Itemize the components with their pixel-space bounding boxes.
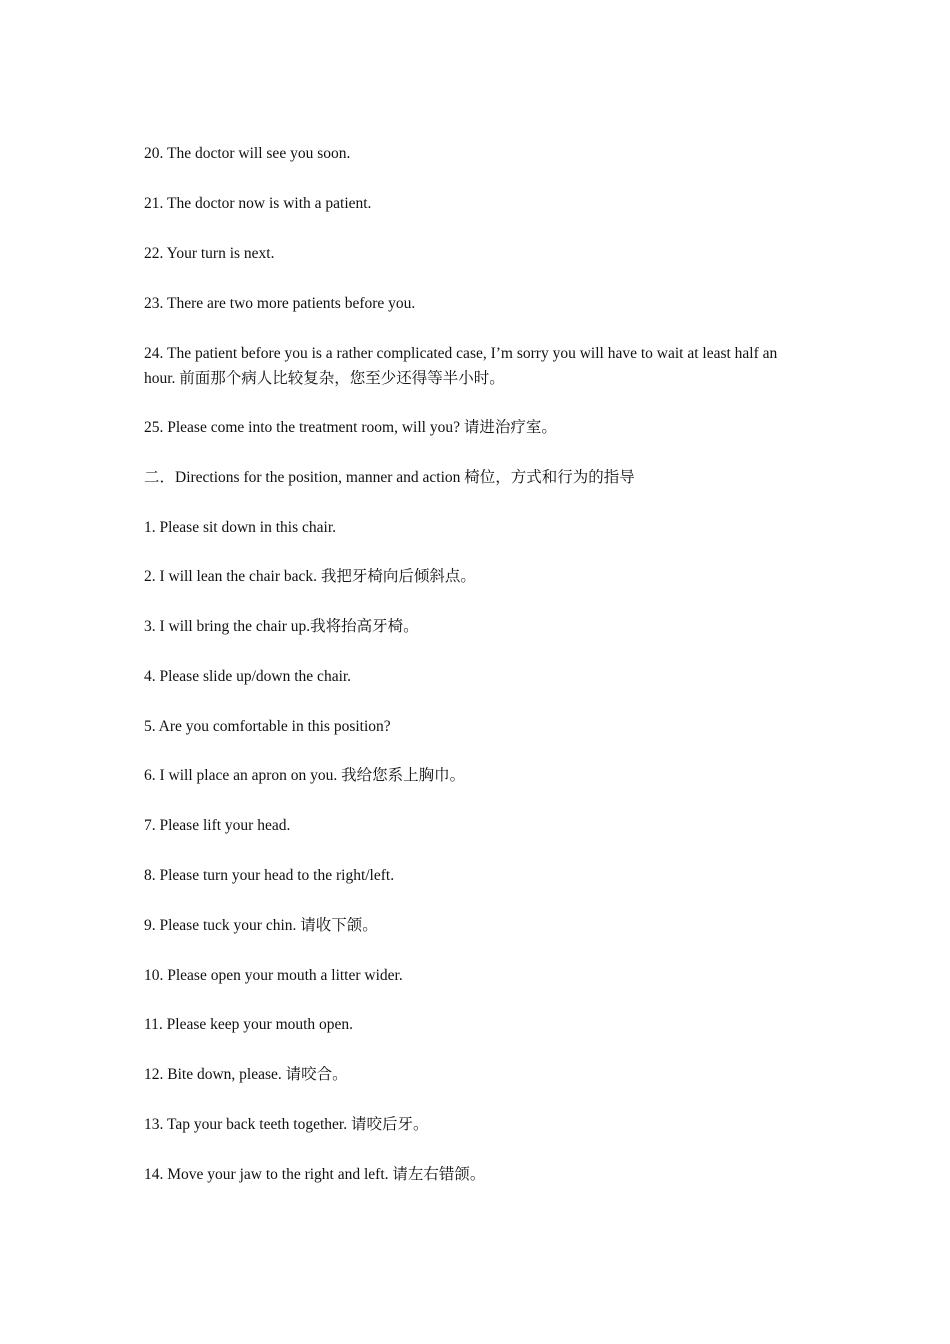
phrase-23: 23. There are two more patients before you. (144, 295, 416, 312)
phrase-21: 21. The doctor now is with a patient. (144, 195, 372, 212)
direction-6: 6. I will place an apron on you. 我给您系上胸巾。 (144, 767, 466, 784)
direction-10: 10. Please open your mouth a litter wider. (144, 967, 403, 984)
direction-12: 12. Bite down, please. 请咬合。 (144, 1066, 348, 1083)
direction-1: 1. Please sit down in this chair. (144, 519, 337, 536)
phrase-25: 25. Please come into the treatment room, will you? 请进治疗室。 (144, 419, 557, 436)
direction-4: 4. Please slide up/down the chair. (144, 668, 352, 685)
phrase-22: 22. Your turn is next. (144, 245, 275, 262)
phrase-20: 20. The doctor will see you soon. (144, 145, 351, 162)
direction-11: 11. Please keep your mouth open. (144, 1016, 354, 1033)
direction-2: 2. I will lean the chair back. 我把牙椅向后倾斜点。 (144, 568, 476, 585)
direction-14: 14. Move your jaw to the right and left. 请左右错颌。 (144, 1166, 486, 1183)
direction-9: 9. Please tuck your chin. 请收下颌。 (144, 917, 378, 934)
phrase-24: 24. The patient before you is a rather complicated case, I’m sorry you will have to wait at least half an hour. 前面那个病人比较复杂，您至少还得等半小时。 (144, 345, 778, 387)
section-heading: 二．Directions for the position, manner and action 椅位，方式和行为的指导 (144, 469, 635, 486)
direction-13: 13. Tap your back teeth together. 请咬后牙。 (144, 1116, 429, 1133)
direction-8: 8. Please turn your head to the right/left. (144, 867, 395, 884)
direction-5: 5. Are you comfortable in this position? (144, 718, 391, 735)
direction-7: 7. Please lift your head. (144, 817, 291, 834)
direction-3: 3. I will bring the chair up.我将抬高牙椅。 (144, 618, 419, 635)
